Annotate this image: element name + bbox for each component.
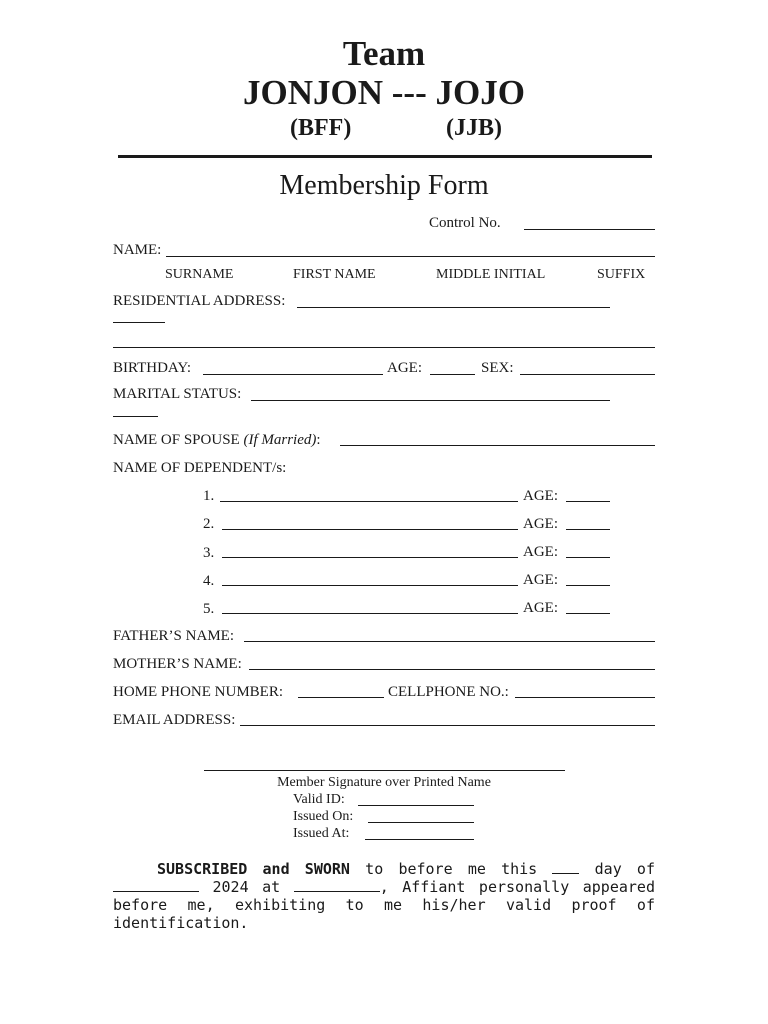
valid-id-label: Valid ID: [293, 792, 345, 807]
name-label: NAME: [113, 242, 162, 258]
marital-status-label: MARITAL STATUS: [113, 386, 242, 402]
father-name-label: FATHER’S NAME: [113, 628, 234, 644]
spouse-note: (If Married) [243, 432, 317, 448]
cellphone-label: CELLPHONE NO.: [388, 684, 509, 700]
email-field[interactable] [240, 725, 655, 726]
oath-bold-phrase: SUBSCRIBED and SWORN [157, 860, 350, 878]
valid-id-field[interactable] [358, 805, 474, 806]
dependent-name-field[interactable] [222, 585, 518, 586]
dependent-age-field[interactable] [566, 501, 610, 502]
marital-status-field[interactable] [251, 400, 610, 401]
dependent-age-field[interactable] [566, 529, 610, 530]
issued-on-field[interactable] [368, 822, 474, 823]
dependent-age-label: AGE: [523, 544, 558, 560]
residential-address-label: RESIDENTIAL ADDRESS: [113, 293, 286, 309]
mother-name-field[interactable] [249, 669, 655, 670]
residential-address-field-line2[interactable] [113, 347, 655, 348]
dependent-number: 3. [203, 545, 215, 561]
dependent-age-label: AGE: [523, 516, 558, 532]
home-phone-field[interactable] [298, 697, 384, 698]
signature-line[interactable] [204, 770, 565, 771]
birthday-field[interactable] [203, 374, 383, 375]
form-title: Membership Form [279, 170, 489, 201]
oath-day-field[interactable] [552, 861, 579, 874]
dependent-age-label: AGE: [523, 488, 558, 504]
dependent-name-field[interactable] [222, 613, 518, 614]
first-name-caption: FIRST NAME [293, 267, 376, 282]
dependent-number: 4. [203, 573, 215, 589]
dependent-name-field[interactable] [220, 501, 518, 502]
oath-paragraph: SUBSCRIBED and SWORN to before me this day of 2024 at , Affiant personally appeared before me, exhibiting to me his/her valid proof of identification. [113, 860, 655, 932]
birthday-label: BIRTHDAY: [113, 360, 192, 376]
team-heading: Team [342, 34, 426, 73]
suffix-caption: SUFFIX [597, 267, 646, 282]
dependent-number: 1. [203, 488, 215, 504]
right-team-tag: (JJB) [446, 115, 502, 141]
dependent-age-field[interactable] [566, 613, 610, 614]
left-team-tag: (BFF) [290, 115, 352, 141]
oath-month-field[interactable] [113, 879, 199, 892]
dependent-age-label: AGE: [523, 572, 558, 588]
email-label: EMAIL ADDRESS: [113, 712, 236, 728]
residential-address-field-cont[interactable] [113, 322, 165, 323]
middle-initial-caption: MIDDLE INITIAL [436, 267, 546, 282]
issued-at-label: Issued At: [293, 826, 350, 841]
dependents-label: NAME OF DEPENDENT/s: [113, 460, 287, 476]
age-field[interactable] [430, 374, 475, 375]
dependent-age-label: AGE: [523, 600, 558, 616]
sex-field[interactable] [520, 374, 655, 375]
header-divider [118, 155, 652, 158]
control-no-field[interactable] [524, 229, 655, 230]
dependent-number: 5. [203, 601, 215, 617]
sex-label: SEX: [481, 360, 514, 376]
surname-caption: SURNAME [165, 267, 234, 282]
dependent-name-field[interactable] [222, 557, 518, 558]
cellphone-field[interactable] [515, 697, 655, 698]
spouse-label: NAME OF SPOUSE (If Married): [113, 432, 321, 448]
name-field[interactable] [166, 256, 655, 257]
signature-caption: Member Signature over Printed Name [277, 775, 491, 790]
dependent-age-field[interactable] [566, 585, 610, 586]
age-label: AGE: [387, 360, 422, 376]
mother-name-label: MOTHER’S NAME: [113, 656, 242, 672]
team-names-heading: JONJON --- JOJO [243, 73, 525, 112]
issued-on-label: Issued On: [293, 809, 354, 824]
spouse-field[interactable] [340, 445, 655, 446]
dependent-age-field[interactable] [566, 557, 610, 558]
oath-place-field[interactable] [294, 879, 380, 892]
marital-status-field-cont[interactable] [113, 416, 158, 417]
issued-at-field[interactable] [365, 839, 474, 840]
dependent-name-field[interactable] [222, 529, 518, 530]
control-no-label: Control No. [429, 215, 501, 231]
dependent-number: 2. [203, 516, 215, 532]
father-name-field[interactable] [244, 641, 655, 642]
residential-address-field[interactable] [297, 307, 610, 308]
home-phone-label: HOME PHONE NUMBER: [113, 684, 284, 700]
